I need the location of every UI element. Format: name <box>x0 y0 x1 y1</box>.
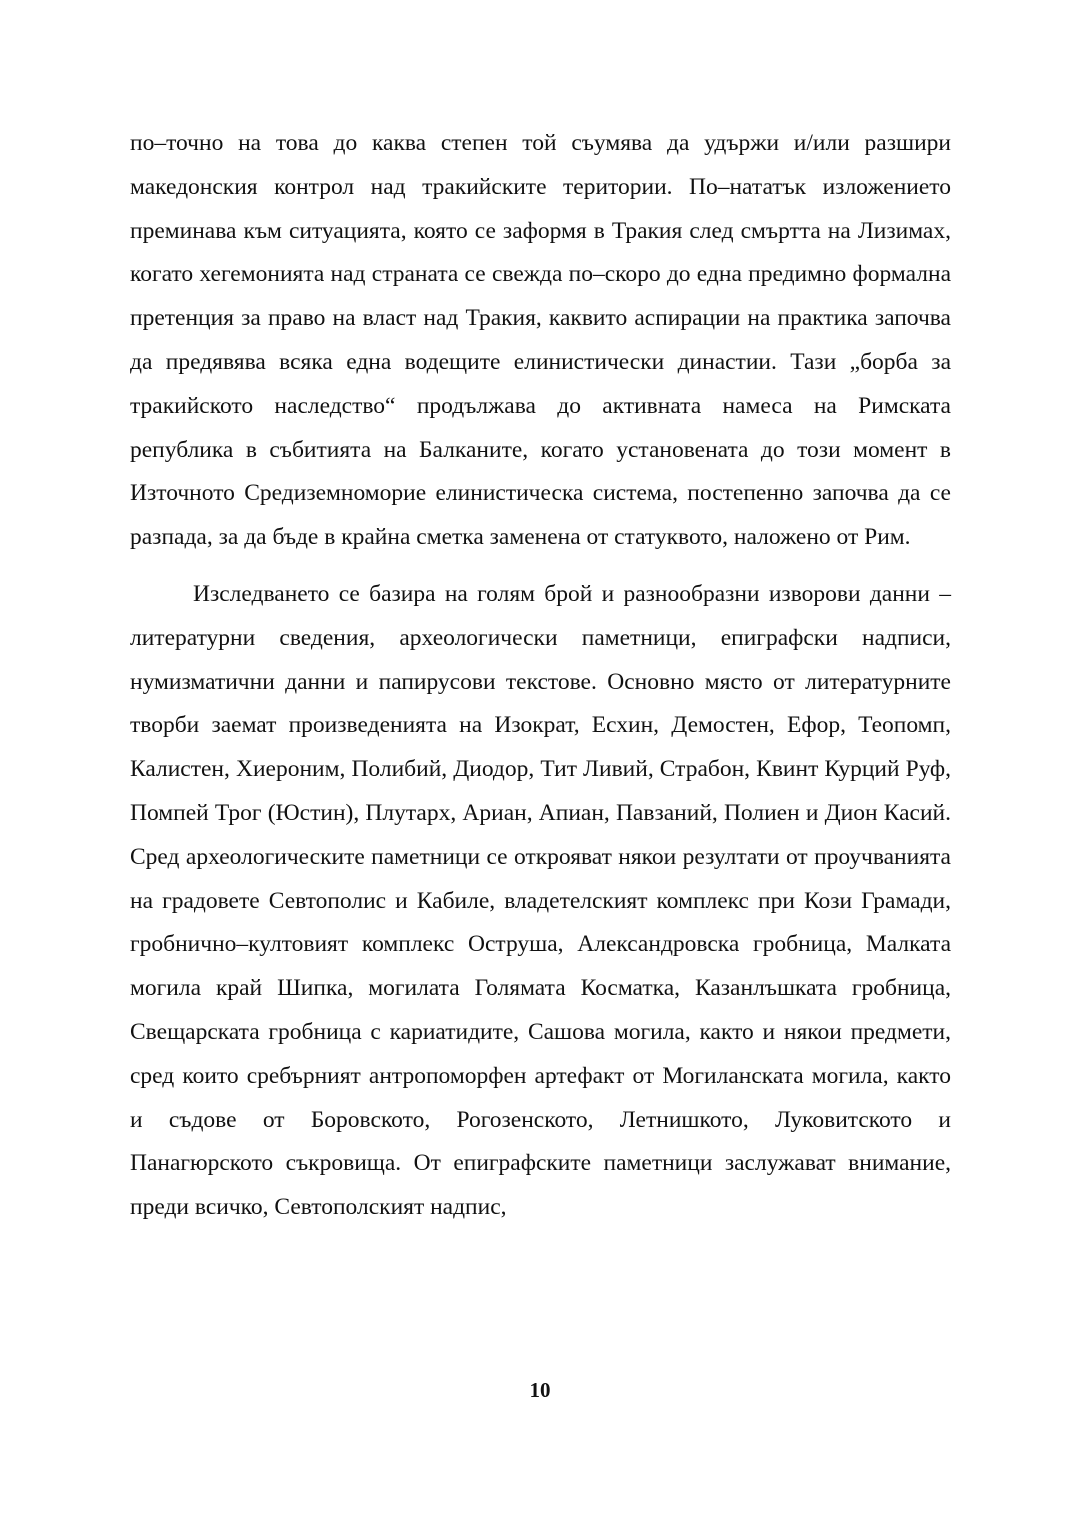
paragraph-continuation: по–точно на това до каква степен той съумява да удържи и/или разшири македонския контрол над тракийските територии. По–нататък изложението преминава към ситуацията, която се заформя в Тракия след смъртта на Лизимах, когато хегемонията над страната се свежда по–скоро до една предимно формална претенция за право на власт над Тракия, каквито аспирации на практика започва да предявява всяка една водещите елинистически династии. Тази „борба за тракийското наследство“ продължава до активната намеса на Римската република в събитията на Балканите, когато установената до този момент в Източното Средиземноморие елинистическа система, постепенно започва да се разпада, за да бъде в крайна сметка заменена от статуквото, наложено от Рим. <box>130 130 951 551</box>
paragraph-sources: Изследването се базира на голям брой и разнообразни изворови данни – литературни сведения, археологически паметници, епиграфски надписи, нумизматични данни и папирусови текстове. Основно място от литературните творби заемат произведенията на Изократ, Есхин, Демостен, Ефор, Теопомп, Калистен, Хиероним, Полибий, Диодор, Тит Ливий, Страбон, Квинт Курций Руф, Помпей Трог (Юстин), Плутарх, Ариан, Апиан, Павзаний, Полиен и Дион Касий. Сред археологическите паметници се открояват някои резултати от проучванията на градовете Севтополис и Кабиле, владетелският комплекс при Кози Грамади, гробнично–култовият комплекс Оструша, Александровска гробница, Малката могила край Шипка, могилата Голямата Косматка, Казанлъшката гробница, Свещарската гробница с кариатидите, Сашова могила, както и някои предмети, сред които сребърният антропоморфен артефакт от Могиланската могила, както и съдове от Боровското, Рогозенското, Летнишкото, Луковитското и Панагюрското съкровища. От епиграфските паметници заслужават внимание, преди всичко, Севтополският надпис, <box>130 580 951 1221</box>
page-body <box>130 122 951 1230</box>
page-number: 10 <box>529 1378 551 1402</box>
